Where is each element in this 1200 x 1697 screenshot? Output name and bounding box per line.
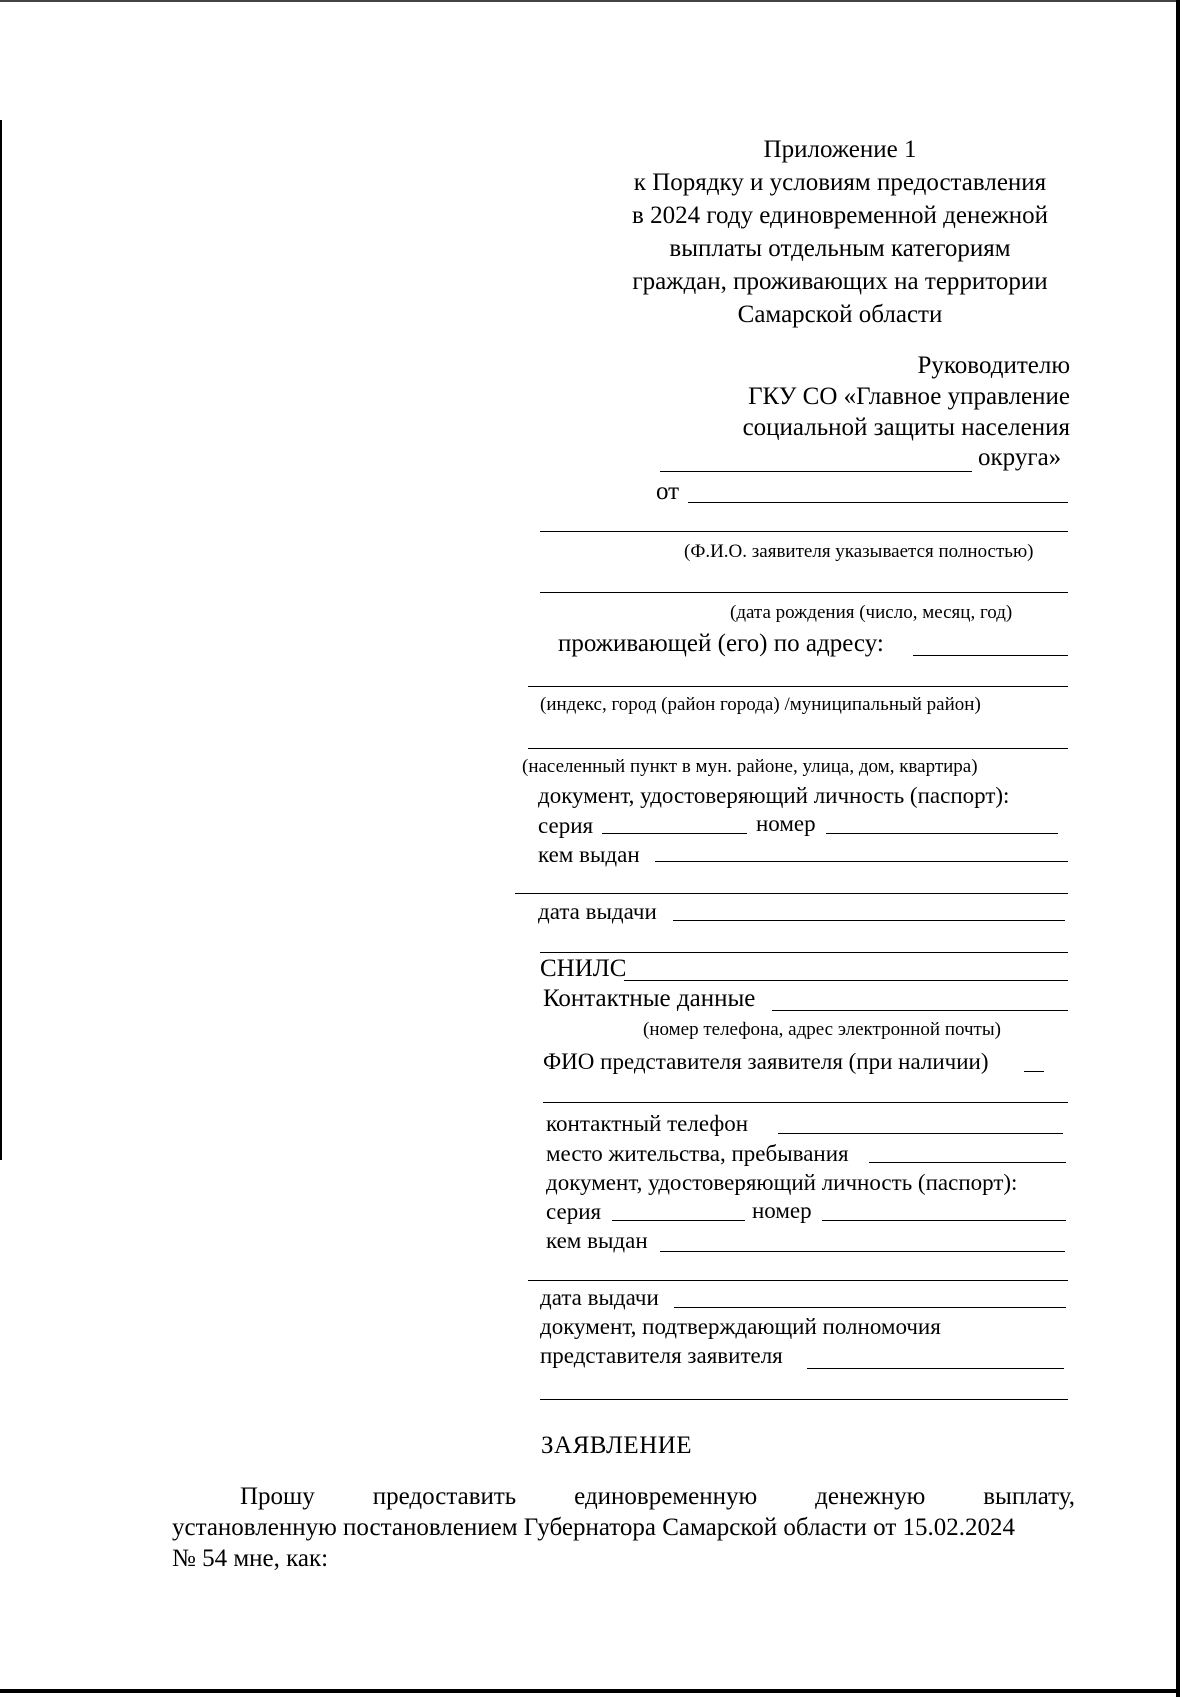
- statement-word: предоставить: [372, 1483, 517, 1510]
- contacts-caption: (номер телефона, адрес электронной почты): [643, 1019, 1001, 1040]
- rep-number-blank-line[interactable]: [822, 1220, 1066, 1221]
- statement-line-3: № 54 мне, как:: [172, 1545, 329, 1572]
- appendix-line: к Порядку и условиям предоставления: [633, 169, 1047, 196]
- issue-date-label: дата выдачи: [538, 899, 657, 924]
- address-caption-2: (населенный пункт в мун. районе, улица, дом, квартира): [522, 756, 978, 777]
- addressee-block: [600, 350, 1070, 443]
- rep-residence-label: место жительства, пребывания: [546, 1141, 849, 1166]
- addressee-line: ГКУ СО «Главное управление: [748, 383, 1070, 410]
- addressee-line: социальной защиты населения: [742, 414, 1070, 441]
- address-caption-1: (индекс, город (район города) /муниципальный район): [540, 694, 981, 715]
- rep-authority-doc-blank-line[interactable]: [807, 1368, 1064, 1369]
- appendix-line: Приложение 1: [763, 136, 917, 163]
- address-blank-line-3[interactable]: [528, 748, 1068, 749]
- statement-title: ЗАЯВЛЕНИЕ: [541, 1432, 693, 1459]
- statement-word: единовременную: [574, 1483, 758, 1510]
- scan-top-edge: [0, 0, 1180, 2]
- appendix-line: в 2024 году единовременной денежной: [632, 202, 1048, 229]
- statement-line-1: [172, 1481, 1075, 1512]
- statement-line-2: установленную постановлением Губернатора Самарской области от 15.02.2024: [172, 1514, 1016, 1541]
- from-label: от: [656, 478, 680, 505]
- statement-word: Прошу: [240, 1483, 315, 1510]
- statement-word: денежную: [815, 1483, 926, 1510]
- snils-blank-line[interactable]: [624, 980, 1068, 981]
- rep-series-blank-line[interactable]: [612, 1220, 745, 1221]
- birthdate-blank-line[interactable]: [540, 592, 1068, 593]
- addressee-line: Руководителю: [917, 352, 1070, 379]
- rep-number-label: номер: [752, 1198, 812, 1223]
- rep-issue-date-label: дата выдачи: [540, 1285, 659, 1310]
- address-blank-line-1[interactable]: [913, 655, 1068, 656]
- representative-fio-blank-line-2[interactable]: [543, 1102, 1068, 1103]
- representative-fio-blank-line[interactable]: [1024, 1071, 1044, 1072]
- snils-label: СНИЛС: [540, 955, 627, 982]
- number-label: номер: [756, 811, 816, 836]
- rep-residence-blank-line[interactable]: [869, 1162, 1066, 1163]
- issued-by-blank-line[interactable]: [655, 861, 1068, 862]
- passport-label: документ, удостоверяющий личность (паспорт):: [538, 783, 1010, 808]
- rep-authority-doc-label: документ, подтверждающий полномочия: [540, 1314, 941, 1339]
- fio-caption: (Ф.И.О. заявителя указывается полностью): [684, 541, 1034, 562]
- rep-phone-blank-line[interactable]: [778, 1133, 1063, 1134]
- contacts-blank-line[interactable]: [772, 1010, 1068, 1011]
- issue-date-blank-line[interactable]: [673, 920, 1065, 921]
- rep-authority-doc-blank-line-2[interactable]: [540, 1399, 1068, 1400]
- scan-bottom-edge: [0, 1689, 1180, 1693]
- series-label: серия: [538, 813, 594, 838]
- address-label: проживающей (его) по адресу:: [558, 630, 884, 657]
- statement-body: [172, 1481, 1075, 1574]
- rep-phone-label: контактный телефон: [546, 1111, 749, 1136]
- appendix-line: Самарской области: [737, 301, 943, 328]
- appendix-line: граждан, проживающих на территории: [632, 268, 1048, 295]
- fio-blank-line[interactable]: [540, 531, 1068, 532]
- contacts-label: Контактные данные: [543, 985, 756, 1012]
- appendix-header: [600, 133, 1080, 331]
- appendix-line: выплаты отдельным категориям: [669, 235, 1011, 262]
- issued-by-blank-line-2[interactable]: [515, 893, 1068, 894]
- rep-passport-label: документ, удостоверяющий личность (паспорт):: [546, 1170, 1018, 1195]
- scan-left-edge: [0, 120, 2, 1160]
- district-blank-line[interactable]: [660, 471, 972, 472]
- scan-right-edge: [1176, 0, 1180, 1697]
- from-blank-line[interactable]: [688, 502, 1068, 503]
- birthdate-caption: (дата рождения (число, месяц, год): [730, 602, 1013, 623]
- rep-series-label: серия: [546, 1199, 602, 1224]
- rep-issue-date-blank-line[interactable]: [674, 1307, 1066, 1308]
- rep-issued-by-label: кем выдан: [546, 1228, 648, 1253]
- statement-word: выплату,: [983, 1483, 1075, 1510]
- series-blank-line[interactable]: [602, 833, 747, 834]
- number-blank-line[interactable]: [826, 833, 1058, 834]
- address-blank-line-2[interactable]: [528, 686, 1068, 687]
- issued-by-label: кем выдан: [538, 842, 640, 867]
- district-suffix: округа»: [978, 444, 1062, 471]
- rep-issued-by-blank-line[interactable]: [660, 1251, 1065, 1252]
- rep-authority-doc-label-2: представителя заявителя: [540, 1343, 783, 1368]
- issue-date-blank-line-2[interactable]: [540, 952, 1068, 953]
- representative-fio-label: ФИО представителя заявителя (при наличии): [543, 1049, 989, 1074]
- rep-issued-by-blank-line-2[interactable]: [528, 1280, 1068, 1281]
